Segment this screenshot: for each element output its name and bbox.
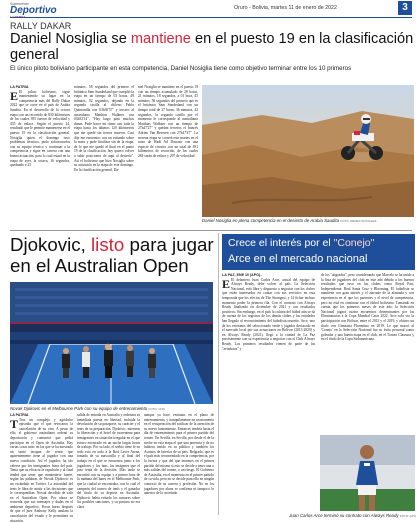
date-line: Oruro - Bolivia, martes 11 de enero de 2022 (234, 5, 337, 11)
djokovic-col1-text: T Tras un complejo y agridulce episodio que el que revocaron la cancelación de su visa. A pesar de ello, el gobierno australiano ordenó su deportación y comunicó que podrá participar en el Open de Australia. Hay varias cosas más: en las que se ha mostrado un tanto incapaz de sentir que aparentemente tiene al jugador con una nueva condición. Así el jugador, ha ido valerse por los inmigrantes fuera del país. Tenía que su eficacia la expulsión y al final tendrá que tener que mantenerse fuerte, según las palabras de Novak Djokovic es un escándalo en Twitter. La autoridad del tenis le libra de asistir a las decisiones que le correspondían. Novak decidido de salir en el Australian Open. Por ahora se recuerda que sus mensajes y dudas en el ambiente deportivo. Pocas horas después de que el juez Anthony Kelly anulara la cancelación del visado y le permitiera su situación. (10, 416, 73, 523)
rally-photo-credit: FOTO: REDES SOCIALES (340, 219, 377, 223)
desert-photo-illustration (202, 85, 414, 217)
arce-col2-text: de los "atigrados", pero considerando que Marcelo se ha unido a la lista de jugadores del club en este año debido a los buenos resultados que tuvo en los clubes como Royal Pari, Independiente, Real Santa Cruz y Blooming. El futbolista se mantiene con gran interés y el atacante de la afamada y con experiencia en el que los parientes y el nivel de competencia, pero no está en continuar con el fútbol boliviano. Tomando en cuenta que los primeros meses de este año, la Selección Nacional jugará cuatro encuentros determinantes por las Eliminatorias a la Copa Mundial Catar 2022. Arce solo vio la participación con Bolívar, entre el 2013 y el 2019, y obtuvo un título con Gimnasia Florentino en 2019. Lo que marcó al 'Conejo' en la Selección Nacional fue su éxito personal como goleador y una buena etapa en el club, en el Torneo Clausura y en el título de la Copa Sudamericana. (321, 273, 414, 342)
rally-photo (202, 85, 414, 217)
arce-headline-line1: Crece el interés por el "Conejo" (228, 237, 375, 249)
rally-drop-cap: E (10, 88, 19, 103)
rally-col2-text: minutos, 58 segundos del primero el británico Sam Sunderland que cumplió la etapa en un tiempo de 03 horas, 49 minutos, 02 segundos, dejando en la segunda casilla al chileno Pablo Quintanilla con 03h50'57" y tercero al australiano Matthias Walkner con 03h52'14". "Hay largo para muchos dunas. Pude hacer mi ritmo casi toda la etapa hasta los últimos 120 kilómetros que me quedé sin frenos traseros. Casi dije me encuentro con un estiando sobre la moto y pude finalizar sin de la etapa, de lo que me quedó al final en el punto 19 de la clasificación, hoy quiero volver a subir posiciones de aquí al desierto". Así el boliviano que hizo Nosiglia sobre su actuación en la etapa de este domingo. En la clasificación general, Da- (74, 85, 134, 172)
arce-photo (320, 435, 415, 511)
rally-column-2 (74, 85, 134, 228)
djokovic-source: LA PATRIA (10, 413, 29, 417)
djokovic-column-2 (77, 413, 140, 516)
rally-column-3 (138, 85, 198, 228)
arce-photo-caption: Juan Carlos Arce terminó su contrato con Always Ready FOTO: APG (289, 513, 416, 518)
arce-dateline: LA PAZ, ENE 10 (APG).- (222, 273, 263, 277)
header-rule (10, 17, 412, 18)
section-divider (10, 230, 412, 231)
arce-photo-credit: FOTO: APG (399, 514, 416, 518)
djokovic-col2-text: salida de entrada en Australia y ordenara su inmediata puesta en libertad, incluida la devolución de su pasaporte, su carácter y el tenis de su preparación. Djokovic, mientras la liberación y el hotel de cuarentena para inmigrantes en situación irregular en el que estuvo encerrado en un noche largas horas de trabajo. Por su lado, el serbio tiene fe en todo esto en todo a la Rod Laver Arena, tomada de su mascarilla y al final del trabajo en el que se encuentra junto a los jugadores y los fans, las imágenes que el juez tenía de la decisión. Más tarde se encontró con su equipo y a primer hora de la mañana del lunes en el Melbourne Park, que la ciudad se encontraba, con lo cual el campeón del torneo de tenis y el ganador del título de su deporte en Australia. Djokovic había evitado los rumores sobre los posibles sanciones, y su postura no era clara. (77, 413, 140, 509)
page-header (0, 0, 420, 22)
rally-subhead: El único piloto boliviano participante en esta competencia, Daniel Nosiglia tiene como objetivo terminar entre los 10 primeros (10, 65, 352, 72)
djokovic-headline-post: para jugar en el Australian Open (10, 234, 214, 276)
djokovic-column-1 (10, 413, 73, 523)
arce-col1-text: E El delantero Juan Carlos Arce, actual del equipo de Always Ready, debe volver al país. La Selección Nacional, está libre y dispuesto a negociar con los clubes que están interesados en contar con sus servicios en esta temporada que los efectos de The Strongest, y 14 fichar incluso momento poder la primera fila. Con el contrato con Always Ready finalizado en diciembre de 2021 y con resultados positivos. Sin embargo, en el país la cultura del fútbol aún se da de cuenta de los registros de los demás clubes y las entidades han llegado al reconocimiento del futbolista orureño. Arce, uno de los veteranos del seleccionado verde y jugador destacado en el mercado local por sus actuaciones en Bolívar (2013-2020) y en Always Ready (2021), llegó a la ciudad de La Paz precisamente con su experiencia a negociar con el Club Always Ready. Los primeros resultados vienen de parte de las "aviadoras" y (222, 276, 315, 351)
supplement-top-label: Suplemento (10, 2, 29, 6)
supplement-name: Deportivo (10, 5, 57, 16)
djokovic-photo-credit: FOTO: CNN (148, 407, 165, 411)
djokovic-photo-caption: Novak Djokovic en el Melbourne Park con su equipo de entrenamiento FOTO: CNN (10, 406, 165, 411)
djokovic-photo (10, 282, 213, 404)
rally-kicker: RALLY DAKAR (10, 21, 72, 31)
arce-column-2 (321, 273, 414, 433)
arce-headline-box (222, 234, 415, 270)
djokovic-headline (10, 234, 215, 276)
page-number: 3 (398, 1, 412, 15)
rally-headline-highlight: mantiene (130, 31, 191, 47)
djokovic-column-3 (144, 413, 214, 516)
rally-headline (10, 31, 415, 63)
rally-headline-pre: Daniel Nosiglia se (10, 31, 131, 47)
djokovic-drop-cap: T (10, 416, 19, 431)
rally-col1-text: E El piloto boliviano, sigue manteniendo su lugar en la competencia más del Rally Dakar 2022 que se corre en el país de Arabia Saudita. En el desarrollo de la octava etapa con un recorrido de 830 kilómetros de los cuales 395 fueron de velocidad y 435 de enlace. Según el puesto 24, resultado que le permite mantenerse en el puesto 19 en la clasificación general. Nosiglia quien el domingo tuvo problemas técnicos, pudo solucionarlos con su equipo técnico y continuar a la competencia y sigue en carrera con una buena actuación, para lo cual estará en la etapa de ayer, la octava, 16 segundos, quedando a 23 (10, 88, 70, 168)
arce-column-1 (222, 273, 315, 515)
rally-headline-post: en el puesto 19 en la clasificación general (10, 31, 414, 63)
rally-col3-text: niel Nosiglia se mantiene en el puesto 19 con un tiempo acumulado de 28 horas, 21 minutos, 18 segundos, a 01 hora, 45 minutos, 58 segundos del primero que es el británico Sam Sunderland con un tiempo total de 27 horas, 36 minutos, 42 segundos, la segunda casilla por el momento le corresponde al australiano Matthias Walkner con un tiempo de 27h47'27" y quedan terceros el francés Adrien Van Beveren con 27h47'47". La novena etapa se correrá este martes en el trazo de Wadi Ad Dawasir con una especie de circuito con un total de 491 kilómetros de recorrido, de los cuales 284 serán de enlace y 207 de velocidad. (138, 85, 198, 158)
player-photo-illustration (320, 435, 415, 511)
rally-photo-caption: Daniel Nosiglia en plena competencia en el desierto de Arabia Saudita FOTO: REDES SOCIALES (202, 218, 377, 223)
arce-drop-cap: E (222, 276, 231, 291)
djokovic-headline-pre: Djokovic, (10, 234, 92, 255)
vertical-divider (218, 233, 219, 515)
tennis-court-photo-illustration (10, 282, 213, 404)
rally-source: LA PATRIA (10, 85, 29, 89)
djokovic-headline-highlight: listo (91, 234, 125, 255)
rally-column-1 (10, 85, 70, 228)
arce-headline-highlight: "Conejo" (333, 237, 375, 249)
arce-headline-line2: Arce en el mercado nacional (228, 253, 368, 265)
djokovic-col3-text: aunque ya hace ventanas en el plano de entrenamiento, y tranquilamente en un momento en el recuperación del ratificar de la atención de su nuevo lanzamiento. Entonces tendría hasta el día de entrenamiento para el primer partido del torneo. En Sevilla, en Sevilla, por desde el de la noche en esta etapa el que una potencia y de no hubiera tenido en su público y también los Asuntos de Interior de su país, Belgrado, que es el país más recomendado en la competencia, por la fuerza y que del que tenemos en el primer partido del mismo si esto se decide a tener una o más salidas del torneo, o un riesgo. El Gobierno de Australia, en el momento en el primer partido de su vida, pero no se decide para ello en ningún contexto de su carrera y profesión. No en los jugadores por ahora se confirma ni tampoco lo anterior de lo acordado. (144, 413, 214, 496)
